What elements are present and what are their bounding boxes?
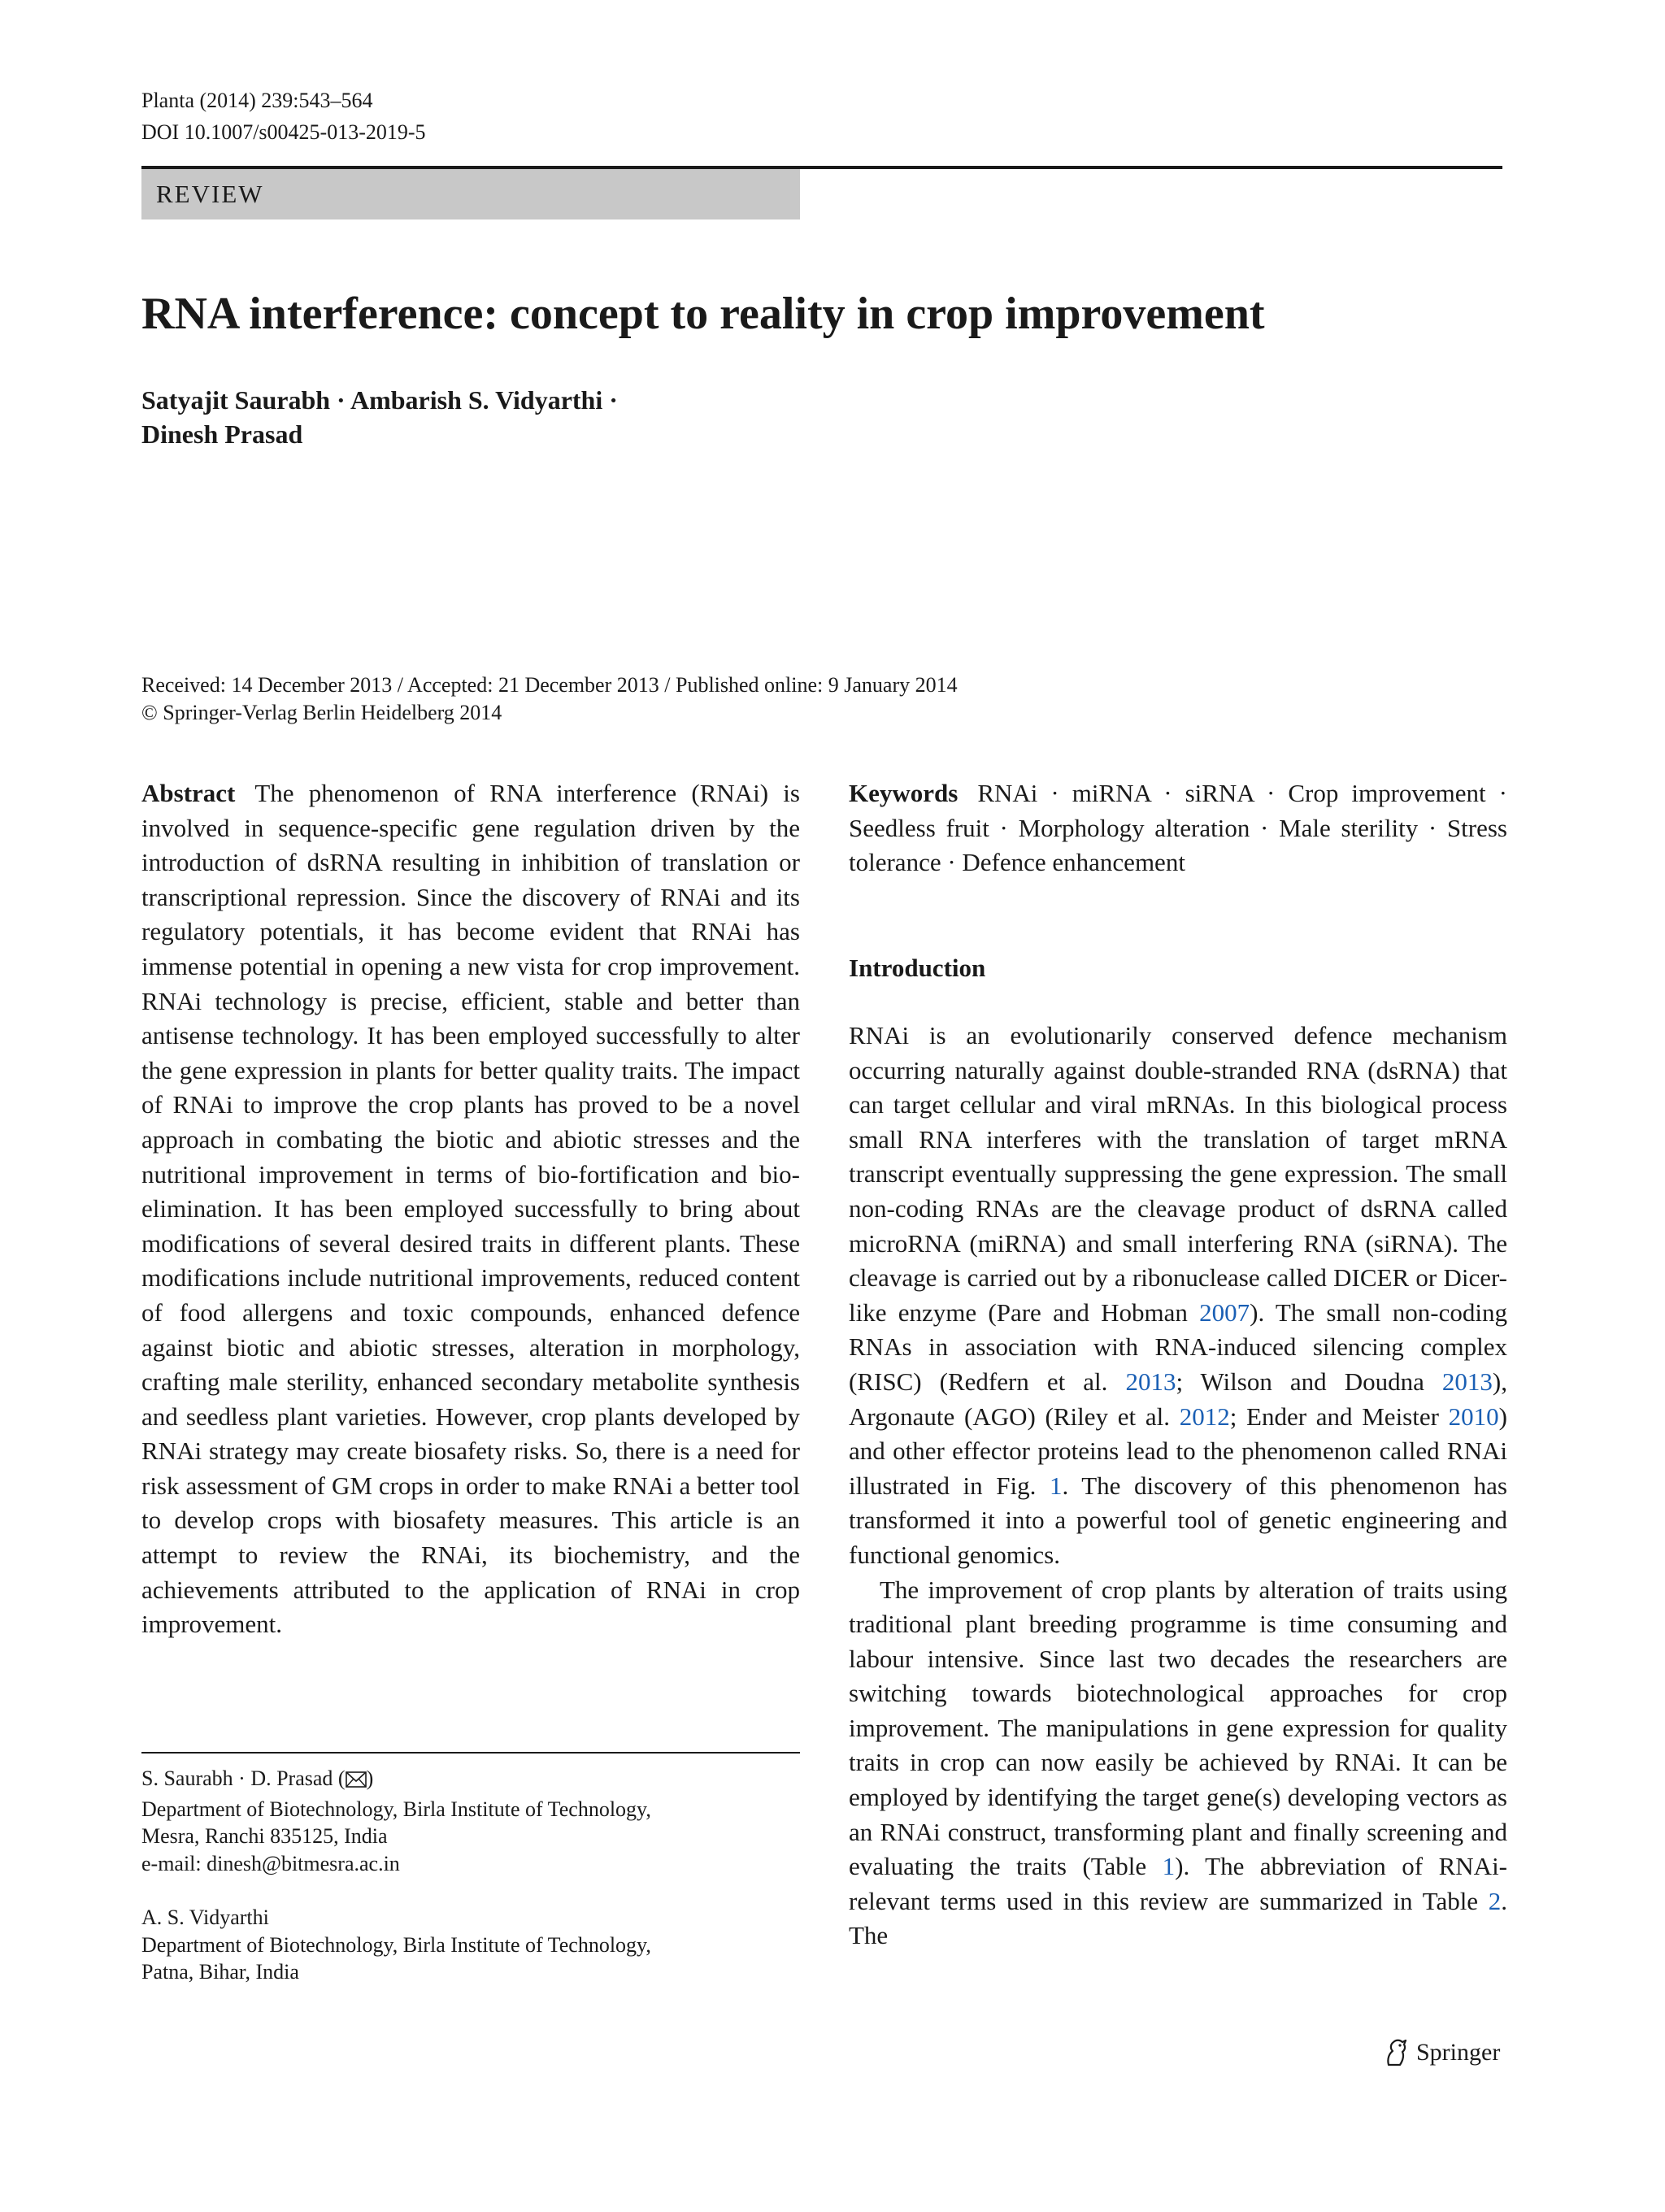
email-link[interactable]: e-mail: dinesh@bitmesra.ac.in xyxy=(141,1851,400,1875)
publisher-name: Springer xyxy=(1416,2039,1501,2066)
citation-link[interactable]: 2012 xyxy=(1179,1402,1230,1431)
authors-line-2: Dinesh Prasad xyxy=(141,419,303,449)
affiliation-2: A. S. Vidyarthi Department of Biotechnology, Birla Institute of Technology, Patna, Bihar, India xyxy=(141,1906,651,1984)
authors-line-1: Satyajit Saurabh · Ambarish S. Vidyarthi · xyxy=(141,385,618,415)
introduction-body xyxy=(849,1019,1507,1953)
citation-link[interactable]: 2007 xyxy=(1199,1297,1250,1327)
keywords-label: Keywords xyxy=(849,779,959,807)
journal-citation: Planta (2014) 239:543–564 xyxy=(141,89,373,112)
article-dates xyxy=(141,671,958,727)
citation-link[interactable]: 2010 xyxy=(1448,1402,1499,1431)
history-dates: Received: 14 December 2013 / Accepted: 21 December 2013 / Published online: 9 January 2014 xyxy=(141,673,958,697)
section-label: REVIEW xyxy=(156,180,264,208)
springer-horse-icon xyxy=(1382,2037,1410,2068)
table-link[interactable]: 2 xyxy=(1488,1886,1502,1915)
keywords-text: RNAi · miRNA · siRNA · Crop improvement · Seedless fruit · Morphology alteration · Male sterility · Stress tolerance · Defence enhancement xyxy=(849,779,1507,877)
springer-logo xyxy=(1382,2035,1500,2071)
footnote-rule xyxy=(141,1752,800,1754)
citation-link[interactable]: 2013 xyxy=(1441,1367,1493,1396)
keywords xyxy=(849,776,1507,880)
abstract-label: Abstract xyxy=(141,779,236,807)
figure-link[interactable]: 1 xyxy=(1049,1471,1063,1500)
doi: DOI 10.1007/s00425-013-2019-5 xyxy=(141,120,426,144)
table-link[interactable]: 1 xyxy=(1162,1852,1176,1881)
article-title: RNA interference: concept to reality in crop improvement xyxy=(141,289,1265,339)
introduction-heading: Introduction xyxy=(849,954,986,982)
abstract-text: The phenomenon of RNA interference (RNAi) is involved in sequence-specific gene regulation driven by the introduction of dsRNA resulting in inhibition of translation or transcriptional repression. Since the discovery of RNAi and its regulatory potentials, it has become evident that RNAi has immense potential in opening a new vista for crop improvement. RNAi technology is precise, efficient, stable and better than antisense technology. It has been employed successfully to alter the gene expression in plants for better quality traits. The impact of RNAi to improve the crop plants has proved to be a novel approach in combating the biotic and abiotic stresses and the nutritional improvement in terms of bio-fortification and bio-elimination. It has been employed successfully to bring about modifications of several desired traits in different plants. These modifications include nutritional improvements, reduced content of food allergens and toxic compounds, enhanced defence against biotic and abiotic stresses, alteration in morphology, crafting male sterility, enhanced secondary metabolite synthesis and seedless plant varieties. However, crop plants developed by RNAi strategy may create biosafety risks. So, there is a need for risk assessment of GM crops in order to make RNAi a better tool to develop crops with biosafety measures. This article is an attempt to review the RNAi, its biochemistry, and the achievements attributed to the application of RNAi in crop improvement. xyxy=(141,779,800,1639)
citation-link[interactable]: 2013 xyxy=(1125,1367,1176,1396)
copyright-notice: © Springer-Verlag Berlin Heidelberg 2014 xyxy=(141,701,502,724)
affiliation-1: S. Saurabh · D. Prasad ( ) Department of Biotechnology, Birla Institute of Technology, Mesra, Ranchi 835125, India e-mail: dinesh@bitmesra.ac.in xyxy=(141,1765,800,1877)
intro-paragraph-1: RNAi is an evolutionarily conserved defence mechanism occurring naturally against double-stranded RNA (dsRNA) that can target cellular and viral mRNAs. In this biological process small RNA interferes with the translation of target mRNA transcript eventually suppressing the gene expression. The small non-coding RNAs are the cleavage product of dsRNA called microRNA (miRNA) and small interfering RNA (siRNA). The cleavage is carried out by a ribonuclease called DICER or Dicer-like enzyme (Pare and Hobman 2007). The small non-coding RNAs in association with RNA-induced silencing complex (RISC) (Redfern et al. 2013; Wilson and Doudna 2013), Argonaute (AGO) (Riley et al. 2012; Ender and Meister 2010) and other effector proteins lead to the phenomenon called RNAi illustrated in Fig. 1. The discovery of this phenomenon has transformed it into a powerful tool of genetic engineering and functional genomics. xyxy=(849,1021,1507,1569)
envelope-icon xyxy=(346,1768,367,1796)
abstract xyxy=(141,776,800,1642)
intro-paragraph-2: The improvement of crop plants by alteration of traits using traditional plant breeding programme is time consuming and labour intensive. Since last two decades the researchers are switching towards biotechnological approaches for crop improvement. The manipulations in gene expression for quality traits in crop can now easily be achieved by RNAi. It can be employed by identifying the target gene(s) developing vectors as an RNAi construct, transforming plant and finally screening and evaluating the traits (Table 1). The abbreviation of RNAi-relevant terms used in this review are summarized in Table 2. The xyxy=(849,1575,1507,1950)
author-list xyxy=(141,383,954,451)
